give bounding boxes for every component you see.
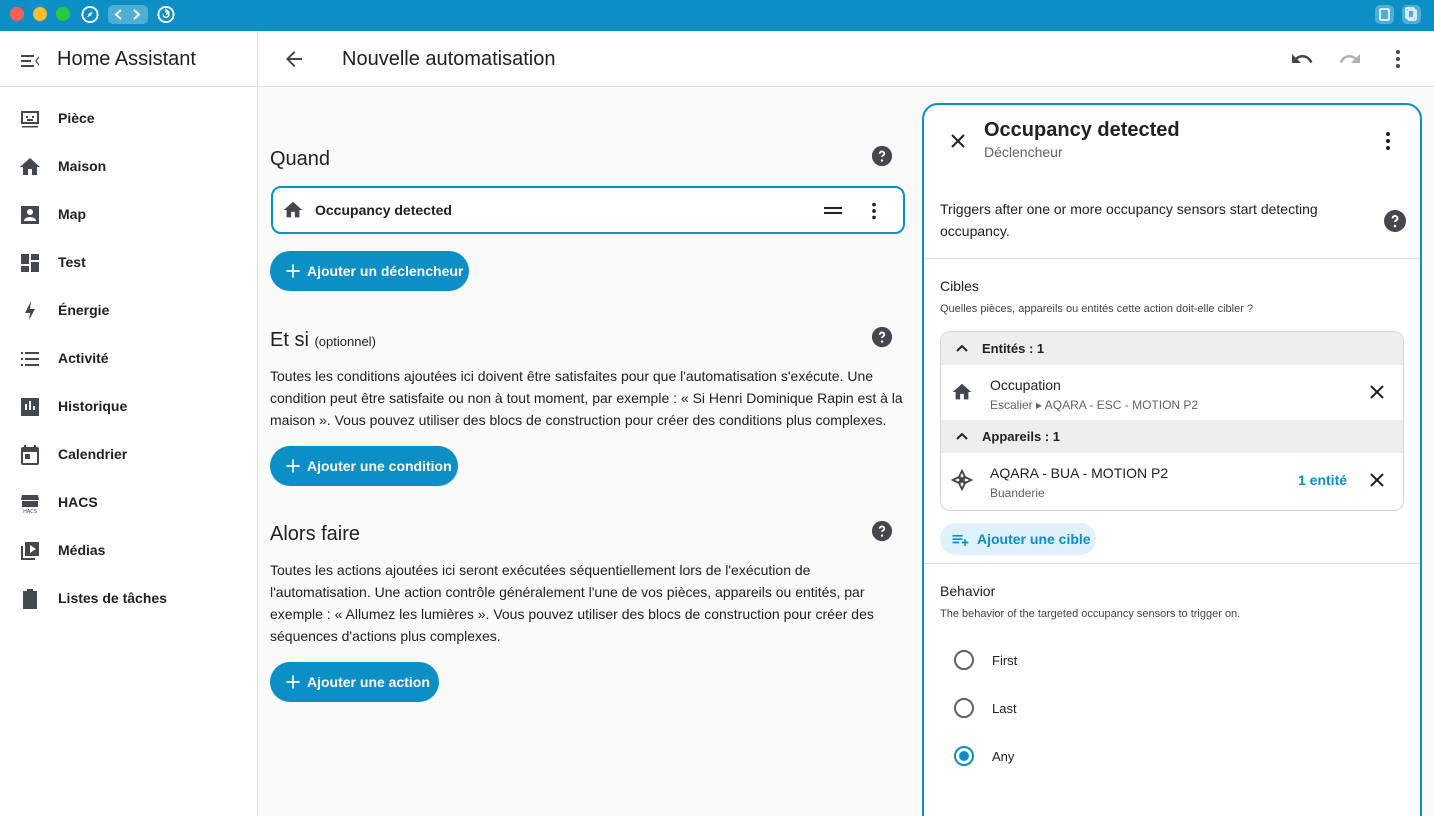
panel-title: Occupancy detected: [984, 119, 1180, 141]
entity-device: AQARA - ESC - MOTION P2: [1044, 398, 1199, 412]
devices-group-header[interactable]: [941, 420, 1403, 453]
entities-group-header[interactable]: [941, 332, 1403, 365]
page-title: Nouvelle automatisation: [342, 48, 556, 70]
radio-label: First: [992, 653, 1018, 668]
panel-subtitle: Déclencheur: [984, 144, 1063, 160]
panel-description: Triggers after one or more occupancy sensors start detecting occupancy.: [940, 201, 1318, 239]
chevron-up-icon: [954, 341, 970, 357]
device-area: Buanderie: [990, 486, 1045, 500]
sidebar-item-medias[interactable]: [0, 527, 258, 575]
play-box-icon: [18, 539, 42, 563]
history-nav: [108, 5, 148, 24]
undo-icon[interactable]: [1290, 47, 1314, 71]
sidebar-item-historique[interactable]: [0, 383, 258, 431]
app-title: Home Assistant: [57, 48, 196, 70]
dashboard-icon: [18, 251, 42, 275]
help-circle-icon[interactable]: [1383, 209, 1407, 233]
automation-editor: [258, 87, 922, 816]
map-account-icon: [18, 203, 42, 227]
room-icon: [18, 107, 42, 131]
menu-collapse-icon[interactable]: [18, 49, 42, 73]
sidebar-item-map[interactable]: [0, 191, 258, 239]
optional-label: (optionnel): [314, 334, 376, 349]
and-if-title: Et si: [270, 329, 309, 351]
trigger-label: Occupancy detected: [315, 202, 452, 218]
sidebar-item-label: Maison: [58, 158, 107, 174]
window-titlebar: [0, 0, 1434, 31]
clipboard-list-icon: [18, 587, 42, 611]
plus-icon: [283, 261, 303, 281]
hacs-store-icon: [18, 491, 42, 515]
sidebar-item-label: Énergie: [58, 302, 110, 318]
radio-option-any[interactable]: [940, 732, 1240, 780]
sidebar-item-energie[interactable]: [0, 287, 258, 335]
sidebar-item-label: Activité: [58, 350, 109, 366]
zigbee-device-icon: [951, 469, 973, 491]
device-entity-count-link[interactable]: 1 entité: [1298, 472, 1348, 488]
when-section-title: Quand: [270, 148, 331, 170]
sidebar-item-hacs[interactable]: [0, 479, 258, 527]
add-condition-button[interactable]: [270, 446, 458, 486]
close-icon[interactable]: [946, 129, 970, 153]
sidebar-item-test[interactable]: [0, 239, 258, 287]
entity-area: Escalier: [990, 398, 1033, 412]
calendar-icon: [18, 443, 42, 467]
remove-target-icon[interactable]: [1367, 470, 1387, 490]
plus-icon: [283, 672, 303, 692]
drag-handle-icon[interactable]: [822, 200, 844, 222]
caret-right-icon: ▸: [1036, 398, 1043, 412]
add-action-label: Ajouter une action: [307, 674, 430, 690]
and-if-description: Toutes les conditions ajoutées ici doivent être satisfaites pour que l'automatisation s'exécute. Une condition peut être satisfaite ou non à tout moment, par exemple : « Si Henri Dominique Rapin est à la maison ». Vous pouvez utiliser des blocs de construction pour créer des conditions plus complexes.: [270, 368, 903, 428]
add-target-button[interactable]: [940, 523, 1096, 555]
back-forward-icon[interactable]: [108, 5, 148, 24]
chart-box-icon: [18, 395, 42, 419]
add-target-label: Ajouter une cible: [977, 531, 1091, 547]
radio-option-first[interactable]: [940, 636, 1240, 684]
help-circle-icon[interactable]: [871, 326, 893, 348]
playlist-plus-icon: [950, 530, 970, 550]
behavior-label: Behavior: [940, 583, 996, 599]
sidebar: [0, 31, 258, 816]
home-icon: [951, 381, 973, 403]
svg-text:HACS: HACS: [23, 509, 37, 515]
then-do-description: Toutes les actions ajoutées ici seront exécutées séquentiellement lors de l'exécution de l'automatisation. Une action contrôle généralement l'une de vos pièces, appareils ou entités, par exemple : « Allumez les lumières ». Vous pouvez utiliser des blocs de construction pour créer des séquences d'actions plus complexes.: [270, 562, 874, 644]
more-vertical-icon[interactable]: [1386, 47, 1410, 71]
targets-label: Cibles: [940, 278, 979, 294]
sidebar-item-label: Historique: [58, 398, 128, 414]
devices-header-label: Appareils : 1: [982, 429, 1061, 444]
plus-icon: [283, 456, 303, 476]
help-circle-icon[interactable]: [871, 520, 893, 542]
entity-name: Occupation: [990, 377, 1061, 393]
trigger-card[interactable]: [271, 186, 905, 234]
list-icon: [18, 347, 42, 371]
add-action-button[interactable]: [270, 662, 439, 702]
sidebar-item-label: Map: [58, 206, 86, 222]
sidebar-item-label: Pièce: [58, 110, 95, 126]
then-do-section-title: Alors faire: [270, 523, 361, 545]
sidebar-item-calendrier[interactable]: [0, 431, 258, 479]
close-window-button[interactable]: [10, 7, 24, 21]
sidebar-item-label: Médias: [58, 542, 106, 558]
copy-icon[interactable]: [1402, 5, 1421, 24]
add-condition-label: Ajouter une condition: [307, 458, 452, 474]
radio-label: Any: [992, 749, 1015, 764]
entities-header-label: Entités : 1: [982, 341, 1045, 356]
sidebar-item-activite[interactable]: [0, 335, 258, 383]
sidebar-item-piece[interactable]: [0, 95, 258, 143]
chevron-up-icon: [954, 429, 970, 445]
targets-hint: Quelles pièces, appareils ou entités cette action doit-elle cibler ?: [940, 303, 1254, 315]
clipboard-icon[interactable]: [1375, 5, 1394, 24]
lightning-icon: [18, 299, 42, 323]
sidebar-item-maison[interactable]: [0, 143, 258, 191]
radio-option-last[interactable]: [940, 684, 1240, 732]
zoom-window-button[interactable]: [56, 7, 70, 21]
remove-target-icon[interactable]: [1367, 382, 1387, 402]
trigger-detail-panel: [922, 103, 1422, 816]
device-target-row: [941, 453, 1403, 508]
device-name: AQARA - BUA - MOTION P2: [990, 465, 1169, 481]
home-icon: [18, 155, 42, 179]
sidebar-item-label: HACS: [58, 494, 98, 510]
more-vertical-icon[interactable]: [863, 200, 885, 222]
arrow-left-icon[interactable]: [282, 47, 306, 71]
redo-icon[interactable]: [1338, 47, 1362, 71]
minimize-window-button[interactable]: [33, 7, 47, 21]
help-circle-icon[interactable]: [871, 145, 893, 167]
and-if-section-title: [270, 329, 376, 352]
add-trigger-label: Ajouter un déclencheur: [307, 263, 464, 279]
more-vertical-icon[interactable]: [1376, 129, 1400, 153]
targets-box: [940, 331, 1404, 511]
sidebar-item-label: Listes de tâches: [58, 590, 167, 606]
sidebar-header: [0, 31, 257, 87]
behavior-hint: The behavior of the targeted occupancy sensors to trigger on.: [940, 608, 1241, 620]
entity-target-row: [941, 365, 1403, 420]
radio-button-selected[interactable]: [954, 746, 974, 766]
entity-location: [990, 398, 1198, 412]
sidebar-item-listes-de-taches[interactable]: [0, 575, 258, 623]
reload-icon[interactable]: [156, 5, 176, 24]
divider: [924, 563, 1422, 564]
radio-button[interactable]: [954, 650, 974, 670]
sidebar-item-label: Calendrier: [58, 446, 128, 462]
radio-label: Last: [992, 701, 1017, 716]
divider: [924, 258, 1422, 259]
add-trigger-button[interactable]: [270, 251, 469, 291]
compass-icon[interactable]: [80, 5, 100, 24]
sidebar-item-label: Test: [58, 254, 86, 270]
top-app-bar: [258, 31, 1434, 87]
radio-button[interactable]: [954, 698, 974, 718]
home-icon: [282, 199, 304, 221]
